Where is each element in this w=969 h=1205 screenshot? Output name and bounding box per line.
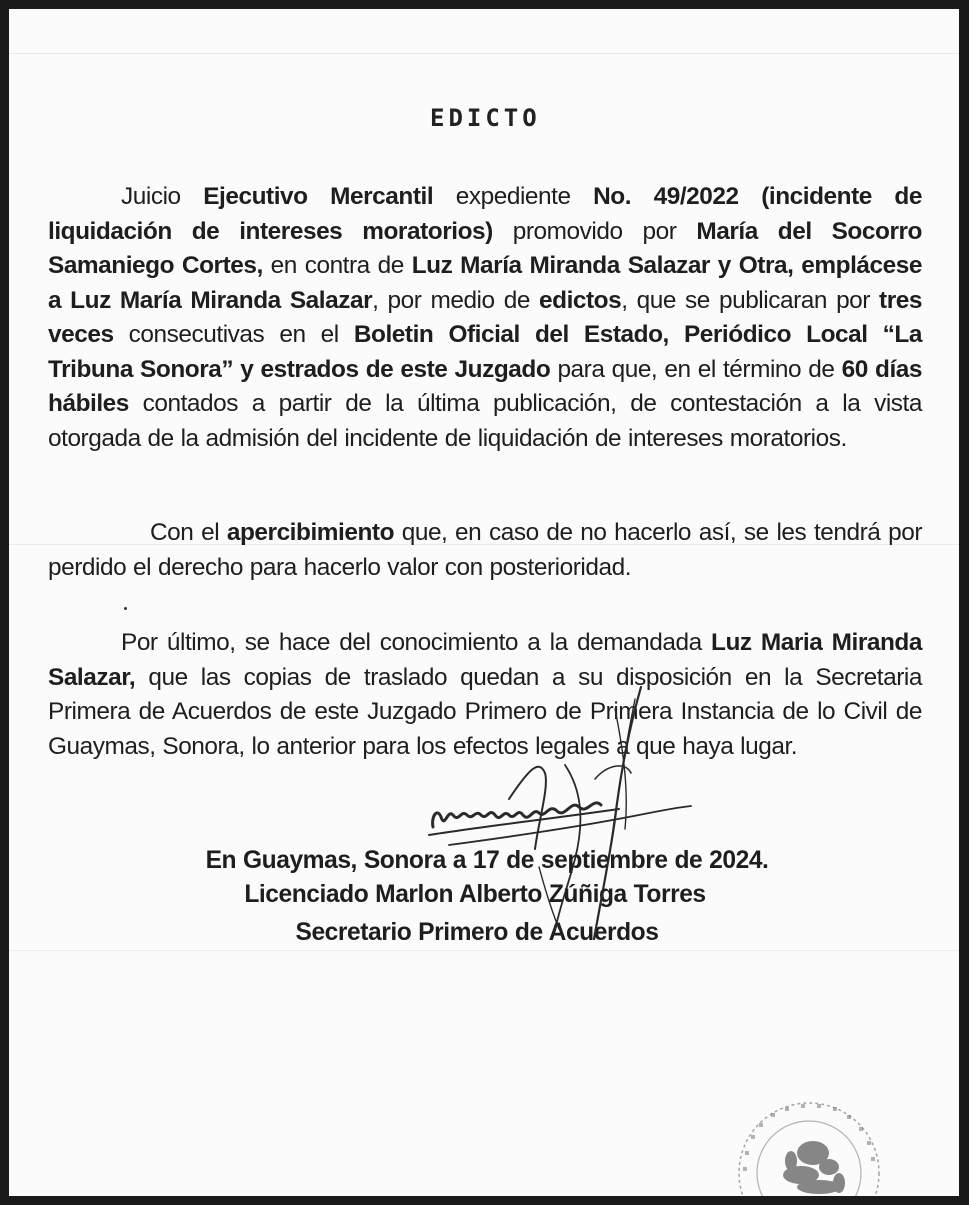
- text-run: Con el: [150, 519, 227, 546]
- text-run: en contra de: [262, 252, 412, 279]
- text-run: para que, en el término de: [550, 355, 842, 383]
- text-run: que, en caso de no hacerlo así, se les tendrá por perdido el derecho para hacerlo valor con posterioridad.: [48, 519, 922, 581]
- text-run: , que se publicaran por: [621, 286, 880, 314]
- text-run: expediente: [433, 183, 594, 210]
- bold-run: Luz Maria Miranda Salazar,: [48, 629, 922, 691]
- text-run: Juicio: [121, 183, 204, 210]
- bold-run: 60 días hábiles: [48, 355, 923, 417]
- court-seal-stamp: [731, 1095, 881, 1196]
- bold-run: No. 49/2022 (incidente de liquidación de intereses moratorios): [48, 183, 922, 245]
- bold-run: edictos: [539, 286, 622, 314]
- text-run: consecutivas en el: [113, 321, 354, 348]
- handwritten-signature: [389, 669, 709, 969]
- document-title: EDICTO: [430, 104, 541, 132]
- bold-run: apercibimiento: [226, 519, 395, 546]
- text-run: Por último, se hace del conocimiento a la demandada: [121, 629, 712, 656]
- paragraph-summons: [48, 180, 922, 456]
- text-run: que las copias de traslado quedan a su disposición en la Secretaria Primera de Acuerdos de este Juzgado Primero de Primera Instancia de lo Civil de Guaymas, Sonora, lo anterior para los efectos legales a que haya lugar.: [48, 663, 922, 760]
- paragraph-warning: [48, 516, 922, 585]
- bold-run: Luz María Miranda Salazar y Otra, emplácese a Luz María Miranda Salazar: [48, 252, 922, 314]
- stray-mark: [124, 607, 127, 610]
- bold-run: Ejecutivo Mercantil: [203, 183, 434, 210]
- bold-run: Boletin Oficial del Estado, Periódico Local “La Tribuna Sonora” y estrados de este Juzgado: [48, 321, 922, 383]
- bold-run: María del Socorro Samaniego Cortes,: [48, 217, 922, 279]
- bold-run: tres veces: [48, 286, 922, 348]
- place-and-date: En Guaymas, Sonora a 17 de septiembre de 2024.: [205, 847, 769, 874]
- scan-line: [9, 53, 959, 54]
- text-run: , por medio de: [372, 286, 539, 314]
- text-run: promovido por: [492, 217, 697, 245]
- text-run: contados a partir de la última publicación, de contestación a la vista otorgada de la admisión del incidente de liquidación de intereses moratorios.: [48, 390, 922, 452]
- document-paper: [9, 9, 959, 1196]
- signatory-name: Licenciado Marlon Alberto Zúñiga Torres: [244, 881, 706, 908]
- signatory-position: Secretario Primero de Acuerdos: [295, 919, 659, 946]
